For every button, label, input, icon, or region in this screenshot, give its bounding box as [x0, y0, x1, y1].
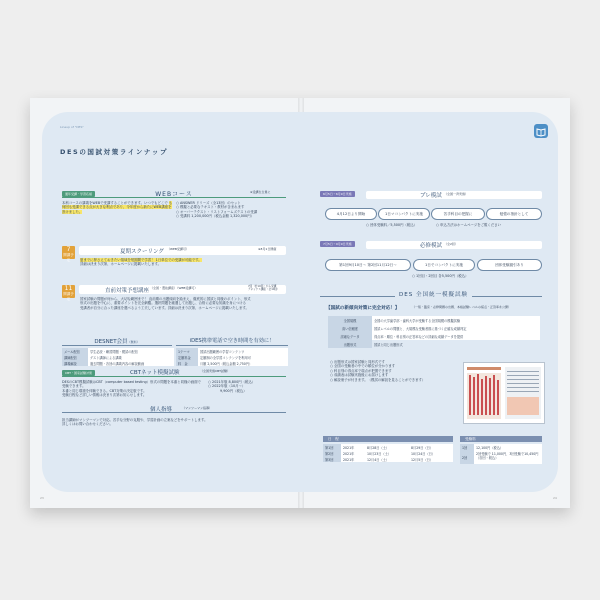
national-subtitle-note: （一般・臨床・必修問題の出題、本格試験レベルの採点・正答率を公開） — [412, 305, 512, 309]
national-subtitle: 【国試の新傾向対策に完全対応！】 — [326, 306, 400, 311]
table-row: 講師配信 ゲスト講師による講義 — [62, 354, 174, 360]
cbt-rule — [62, 376, 286, 377]
final-badge: 11 開講予定 — [63, 285, 74, 301]
pre-pill: 勉強の指針として — [486, 208, 542, 220]
fee-table — [460, 444, 542, 464]
schedule-header: 日 程 — [328, 437, 339, 441]
table-row: 第2回 2021年 10月23日（土） 10月24日（日） — [323, 450, 453, 456]
must-title: 必修模試 — [420, 243, 443, 249]
individual-title: 個人指導 — [150, 407, 173, 413]
cbt-tag: CBT・国家試験対策 — [62, 370, 95, 376]
summer-body — [80, 258, 286, 267]
desnet-table — [62, 348, 174, 366]
national-title: DES 全国統一模擬試験 — [395, 290, 472, 298]
final-line: 形式の出題を中心に、重要ポイントを完全網羅。選択問題を厳選して出題し、合格に必要な知識を身につける — [80, 301, 247, 306]
page-title: DESの国試対策ラインナップ — [60, 148, 169, 156]
table-row: 1テーマ 国試出題範囲の学習コンテンツ — [176, 348, 288, 354]
pre-pill: 苦手科目の把握に — [431, 208, 485, 220]
ides-title: iDES携帯電話で空き時間を有効に！ — [189, 338, 275, 344]
web-bullet: ○ 模擬と必要なテキスト・教材が含まれます — [176, 205, 245, 210]
ides-table — [176, 348, 288, 366]
final-title: 直前対策予想講座 — [105, 288, 150, 294]
must-title-note: （全2回） — [444, 242, 458, 246]
must-tag: 7月5日〜9月9日実施 — [320, 241, 355, 247]
schedule-header-bar — [323, 436, 453, 442]
final-note: 7回（計10回）から受講 アネックス講座（全10回） — [248, 285, 280, 292]
pre-title-note: （全国一斉実施） — [444, 192, 469, 196]
book-icon — [534, 124, 548, 138]
web-intro-line1: 本科コースの講義をWEBで受講することができます。いつでもどこで — [62, 201, 168, 205]
must-pill: 団体受験割引あり — [477, 259, 542, 271]
summer-note: ※8月1日開催 — [258, 247, 277, 251]
table-row: 定額料金 定額制の全学習コンテンツを利用可 — [176, 354, 288, 360]
table-row: 出題形式 国試と同じ出題形式 — [328, 340, 540, 348]
summer-badge: 7 開講予定 — [63, 246, 74, 262]
schedule-table — [323, 444, 453, 462]
web-intro-line2: も何回も受講できる点が大きな利点であり、今年度から新たにWEB講座を設けました。 — [62, 201, 173, 214]
page-number-left: 23 — [40, 496, 44, 500]
web-bullet: ○ ANSWER ドリーズ（全13回）のセット — [176, 201, 241, 205]
web-bullet: ○ オーバーテクスト・リストフォームズテストの受講 — [176, 209, 258, 214]
table-row: 第1回 2021年 8月28日（土） 8月29日（日） — [323, 444, 453, 450]
pre-note: ○ 団体受験料／5,500円（税込） — [366, 223, 418, 227]
table-row: 1回 12,100円（税込） — [460, 444, 542, 450]
must-pill: 第1回9月10日〜 第2回11月12日〜 — [325, 259, 411, 271]
pre-tag: 6月5日〜6月9日実施 — [320, 191, 355, 197]
individual-title-note: （マンツーマン指導） — [182, 406, 213, 410]
table-row: 料 金 月額 2,500円（税込金額 2,750円） — [176, 360, 288, 366]
fee-header: 受験料 — [465, 437, 476, 441]
page-number-right: 24 — [553, 496, 557, 500]
national-bullets: ○ 出題形式は国家試験と同形式です ○ 全国の受験者の中での順位が分かります ○ 科目別の得点率で弱点が把握できます ○ 成績表は試験実施後にお届けします ○ 解説冊子が付きます。（模試の解説を見ることができます） — [330, 360, 426, 382]
web-note: ※受講生全員に — [250, 190, 271, 194]
must-pill: 1日でコンパクトに実施 — [413, 259, 475, 271]
pre-pill: 4月12日より開始 — [325, 208, 377, 220]
pre-title: プレ模試 — [420, 193, 442, 199]
eyebrow: Lineup of "DES" — [60, 125, 84, 129]
final-line: 受講者が自分に合った講座を選べるよう工夫しています。詳細は決まり次第、ホームページに掲載いたします。 — [80, 305, 249, 310]
score-report-image — [463, 362, 545, 424]
table-row: 高い信頼度 国試レベルの問題と、大規模な受験者数に基づく正確な成績判定 — [328, 324, 540, 332]
table-row: 講義解説 過去問題・各回の講義内容の解説動画 — [62, 360, 174, 366]
final-title-note: （全国・選抜講座）（WEB受講可） — [150, 286, 198, 290]
final-body — [80, 297, 286, 310]
pre-note: ○ 申込方法はホームページをご覧ください — [436, 223, 501, 227]
table-row: 第3回 2021年 12月4日（土） 12月5日（日） — [323, 456, 453, 462]
web-tag: 通年受講・学習応援 — [62, 191, 95, 197]
summer-line: 夏までに押さえておきたい領域を短期間で学習！ 1日単位での受講が可能です。 — [80, 258, 202, 262]
summer-title: 夏期スクーリング — [120, 249, 164, 255]
pre-pill: 1日マコンパクトに実施 — [378, 208, 430, 220]
must-note: ○ 1回目・2回目 各5,500円（税込） — [412, 274, 469, 278]
web-bullets — [176, 201, 288, 219]
ides-rule — [176, 345, 288, 346]
cbt-title: CBTネット模擬試験 — [130, 370, 180, 376]
individual-body: 担当講師がマンツーマンで対応。苦手な分野の克服や、学習計画の立案などをサポートします。 詳しくはお問い合わせください。 — [62, 418, 208, 427]
summer-line: 詳細は決まり次第、ホームページに掲載いたします。 — [80, 262, 162, 267]
table-row: 2回 2回受験で 11,000円、3回受験で10,450円（各回・税込） — [460, 450, 542, 464]
cbt-body: DESのCBT模擬試験はCBT（computer based testing）形式の問題を本番と同様の画面で受験できます。 本番と同じ環境を体験できる。CBT対策の決定版です。 受験日程など詳しい情報は決まり次第お知らせします。 — [62, 380, 201, 398]
national-table — [328, 316, 540, 348]
final-line: 国家試験の問題が何から、大切な範囲まで！ 直前期の出題傾向を踏まえ、徹底的に国試と同様のポイント、形式 — [80, 297, 251, 301]
web-bullet: ○ 受講料 1,200,000円（税込金額 1,320,000円） — [176, 214, 255, 219]
table-row: メール配信 学生必読・練習問題・模試の配信 — [62, 348, 174, 354]
summer-title-note: （WEB受講可） — [167, 247, 189, 251]
web-title: WEBコース — [155, 191, 193, 198]
cbt-prices: ○ 2021年版 8,800円（税込） ○ 2022年版（10月〜） 9,900円（税込） — [208, 380, 256, 393]
table-row: 詳細なデータ 得点率・順位・科目別の正答率などの詳細な成績データを提供 — [328, 332, 540, 340]
individual-rule — [62, 412, 286, 413]
desnet-title: DESNET会員（無料） — [94, 339, 140, 345]
table-row: 全国規模 全国の大学歯学部・歯科大学が受験する全国規模の模擬試験 — [328, 316, 540, 324]
cbt-title-note: （全国実施CBT試験） — [200, 369, 230, 373]
web-intro — [62, 201, 174, 214]
desnet-rule — [62, 345, 172, 346]
